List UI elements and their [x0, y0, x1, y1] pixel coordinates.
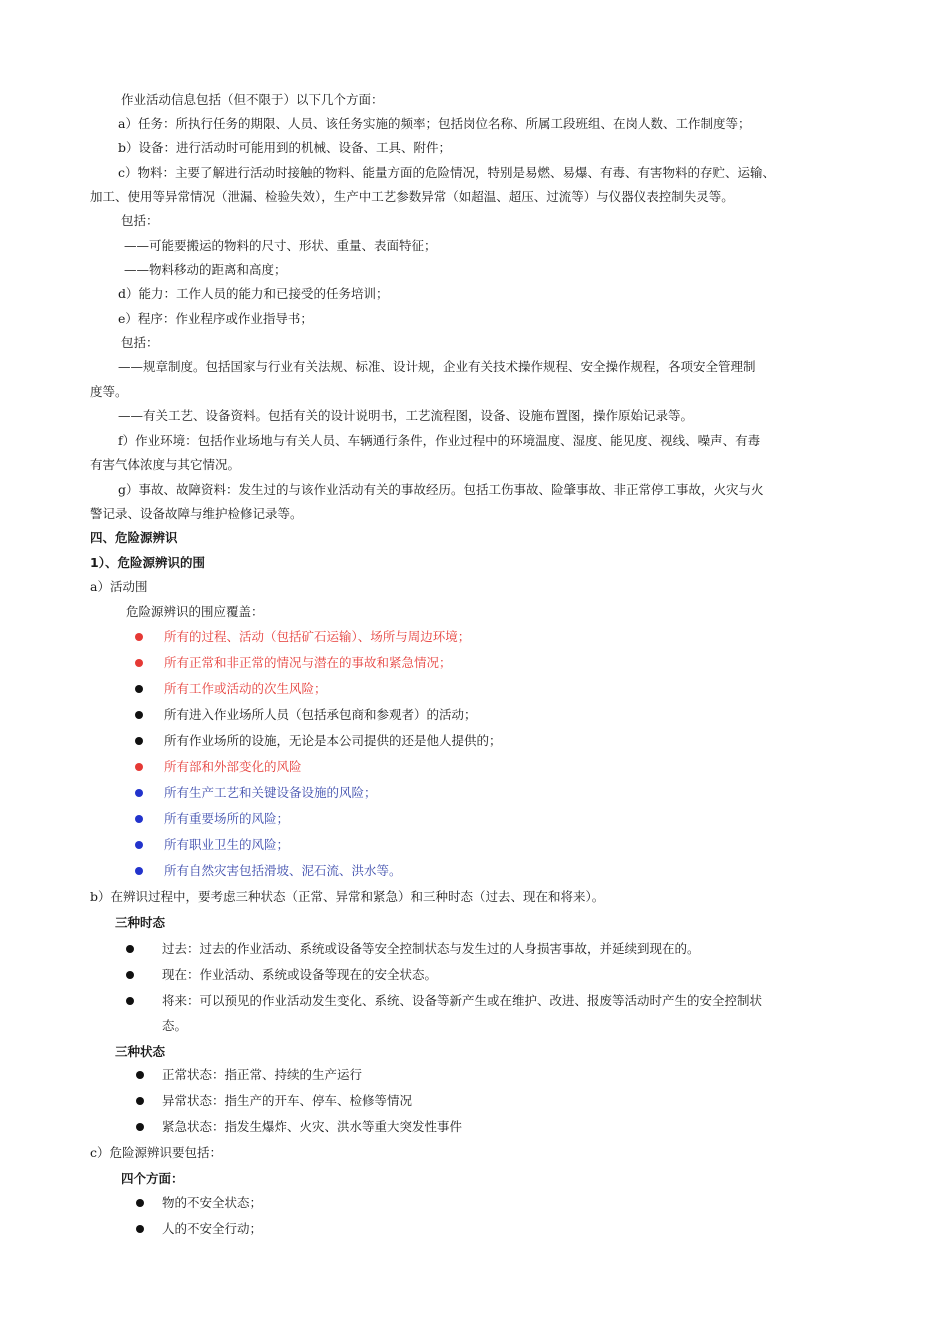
heading-four-aspects: 四个方面：	[121, 1171, 184, 1186]
include-label-1: 包括：	[121, 213, 159, 228]
item-b-states-tenses: b）在辨识过程中，要考虑三种状态（正常、异常和紧急）和三种时态（过去、现在和将来）。	[90, 889, 605, 904]
bullet-icon	[135, 659, 143, 667]
bullet-icon	[136, 1071, 144, 1079]
bullet-icon	[135, 711, 143, 719]
item-c-material: c）物料：主要了解进行活动时接触的物料、能量方面的危险情况，特别是易燃、易爆、有毒、有害物料的存贮、运输、	[118, 165, 776, 180]
dash-item-rules: ——规章制度。包括国家与行业有关法规、标准、设计规，企业有关技术操作规程、安全操作规程，各项安全管理制	[118, 359, 756, 374]
scope-coverage-label: 危险源辨识的围应覆盖：	[126, 604, 264, 619]
bullet-icon	[136, 1097, 144, 1105]
state-item-abnormal: 异常状态：指生产的开车、停车、检修等情况	[162, 1093, 413, 1108]
item-c-material-cont: 加工、使用等异常情况（泄漏、检验失效），生产中工艺参数异常（如超温、超压、过流等）与仪器仪表控制失灵等。	[90, 189, 734, 204]
bullet-icon	[126, 945, 134, 953]
aspect-item-object: 物的不安全状态；	[162, 1195, 263, 1210]
dash-item-distance: ——物料移动的距离和高度；	[124, 262, 287, 277]
bullet-icon	[135, 685, 143, 693]
bullet-icon	[126, 997, 134, 1005]
paragraph-intro: 作业活动信息包括（但不限于）以下几个方面：	[121, 92, 384, 107]
dash-item-rules-cont: 度等。	[90, 384, 128, 399]
bullet-icon	[135, 633, 143, 641]
heading-three-states: 三种状态	[115, 1044, 166, 1059]
item-f-environment: f）作业环境：包括作业场地与有关人员、车辆通行条件，作业过程中的环境温度、湿度、能见度、视线、噪声、有毒	[118, 433, 761, 448]
bullet-icon	[135, 737, 143, 745]
tense-item-future: 将来：可以预见的作业活动发生变化、系统、设备等新产生或在维护、改进、报废等活动时产生的安全控制状	[162, 993, 763, 1008]
item-g-accidents-cont: 警记录、设备故障与维护检修记录等。	[90, 506, 303, 521]
scope-item: 所有自然灾害包括滑坡、泥石流、洪水等。	[164, 863, 402, 878]
bullet-icon	[135, 789, 143, 797]
heading-three-tenses: 三种时态	[115, 915, 166, 930]
aspect-item-human: 人的不安全行动；	[162, 1221, 263, 1236]
tense-item-present: 现在：作业活动、系统或设备等现在的安全状态。	[162, 967, 438, 982]
subsection-heading-1: 1）、危险源辨识的围	[90, 555, 205, 570]
bullet-icon	[135, 763, 143, 771]
scope-item: 所有正常和非正常的情况与潜在的事故和紧急情况；	[164, 655, 452, 670]
section-heading-4: 四、危险源辨识	[90, 530, 178, 545]
item-d-ability: d）能力：工作人员的能力和已接受的任务培训；	[118, 286, 389, 301]
state-item-normal: 正常状态：指正常、持续的生产运行	[162, 1067, 363, 1082]
item-g-accidents: g）事故、故障资料：发生过的与该作业活动有关的事故经历。包括工伤事故、险肇事故、非正常停工事故，火灾与火	[118, 482, 764, 497]
include-label-2: 包括：	[121, 335, 159, 350]
item-b-equipment: b）设备：进行活动时可能用到的机械、设备、工具、附件；	[118, 140, 452, 155]
bullet-icon	[135, 867, 143, 875]
bullet-icon	[135, 841, 143, 849]
scope-item: 所有作业场所的设施，无论是本公司提供的还是他人提供的；	[164, 733, 502, 748]
item-c-hazard-include: c）危险源辨识要包括：	[90, 1145, 223, 1160]
scope-item: 所有生产工艺和关键设备设施的风险；	[164, 785, 377, 800]
bullet-icon	[126, 971, 134, 979]
bullet-icon	[136, 1123, 144, 1131]
item-a-task: a）任务：所执行任务的期限、人员、该任务实施的频率；包括岗位名称、所属工段班组、在岗人数、工作制度等；	[118, 116, 751, 131]
item-a-scope: a）活动围	[90, 579, 148, 594]
scope-item: 所有的过程、活动（包括矿石运输）、场所与周边环境；	[164, 629, 471, 644]
bullet-icon	[136, 1225, 144, 1233]
scope-item: 所有工作或活动的次生风险；	[164, 681, 327, 696]
dash-item-process-docs: ——有关工艺、设备资料。包括有关的设计说明书，工艺流程图，设备、设施布置图，操作原始记录等。	[118, 408, 694, 423]
item-f-environment-cont: 有害气体浓度与其它情况。	[90, 457, 241, 472]
scope-item: 所有重要场所的风险；	[164, 811, 290, 826]
dash-item-size: ——可能要搬运的物料的尺寸、形状、重量、表面特征；	[124, 238, 437, 253]
bullet-icon	[136, 1199, 144, 1207]
scope-item: 所有职业卫生的风险；	[164, 837, 290, 852]
tense-item-past: 过去：过去的作业活动、系统或设备等安全控制状态与发生过的人身损害事故，并延续到现在的。	[162, 941, 700, 956]
bullet-icon	[135, 815, 143, 823]
tense-item-future-cont: 态。	[162, 1018, 188, 1033]
item-e-procedure: e）程序：作业程序或作业指导书；	[118, 311, 313, 326]
scope-item: 所有部和外部变化的风险	[164, 759, 302, 774]
scope-item: 所有进入作业场所人员（包括承包商和参观者）的活动；	[164, 707, 477, 722]
state-item-emergency: 紧急状态：指发生爆炸、火灾、洪水等重大突发性事件	[162, 1119, 463, 1134]
